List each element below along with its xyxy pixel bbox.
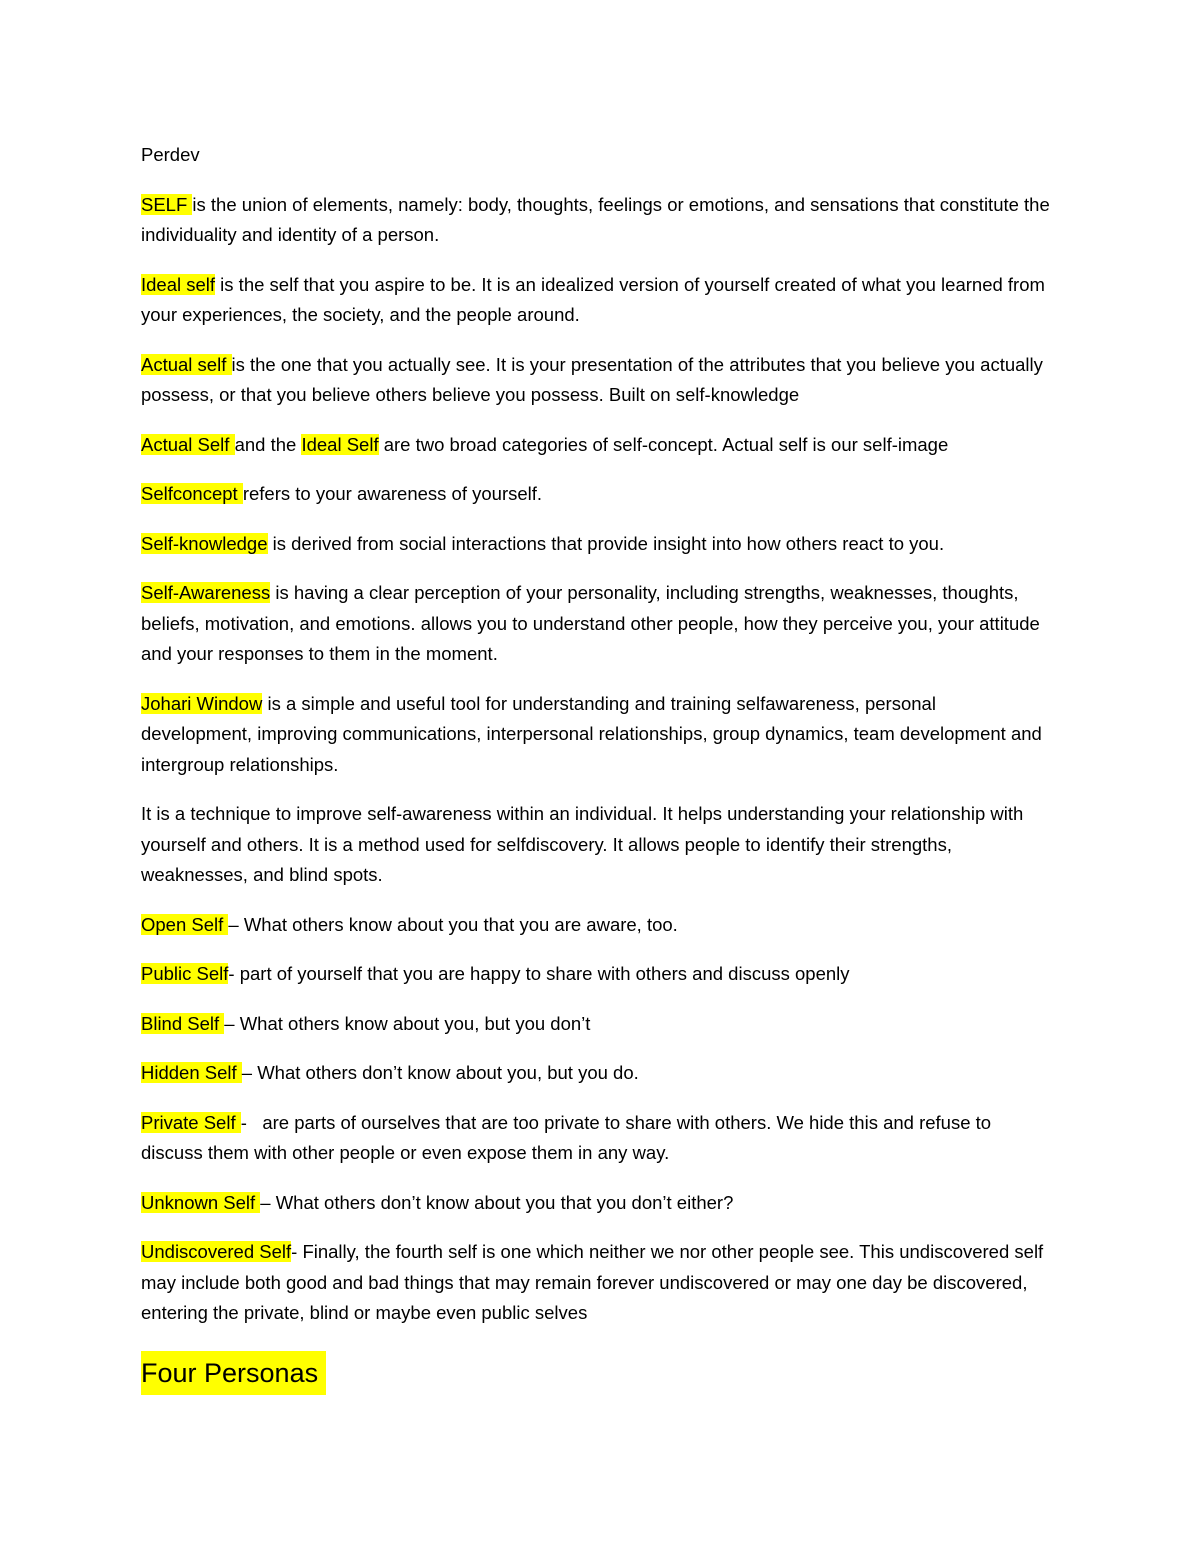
highlighted-term: Self-Awareness (141, 582, 271, 603)
paragraph-text: – What others don’t know about you, but you do. (241, 1062, 639, 1083)
highlighted-term: SELF (141, 193, 193, 215)
paragraph-text: – What others know about you that you are aware, too. (228, 913, 678, 935)
paragraph-text: is derived from social interactions that provide insight into how others react to you. (267, 532, 945, 554)
document-title: Perdev (141, 144, 200, 165)
paragraph-text: refers to your awareness of yourself. (242, 483, 543, 504)
highlighted-term: Blind Self (141, 1012, 225, 1034)
paragraph-text: is a simple and useful tool for understanding and training selfawareness, personal development, improving communications, interpersonal relationships, group dynamics, team development and intergroup relationships. (141, 692, 1042, 775)
paragraph-text-2: are two broad categories of self-concept. Actual self is our self-image (378, 433, 949, 455)
paragraph-text: - are parts of ourselves that are too private to share with others. We hide this and refuse to discuss them with other people or even expose them in any way. (141, 1111, 997, 1163)
paragraph-self-knowledge (141, 529, 1050, 560)
paragraph-text: - part of yourself that you are happy to share with others and discuss openly (228, 963, 850, 984)
highlighted-term: Undiscovered Self (141, 1241, 292, 1262)
paragraph-hidden-self (141, 1058, 1050, 1089)
highlighted-term: Ideal self (141, 273, 216, 295)
paragraph-undiscovered-self (141, 1237, 1050, 1329)
section-heading-four-personas (141, 1351, 1050, 1395)
highlighted-term: Actual self (141, 353, 232, 375)
paragraph-text: – What others don’t know about you that you don’t either? (260, 1191, 734, 1213)
highlighted-heading: Four Personas (141, 1351, 326, 1395)
paragraph-text: - Finally, the fourth self is one which neither we nor other people see. This undiscovered self may include both good and bad things that may remain forever undiscovered or may one day be discovered, entering the private, blind or maybe even public selves (141, 1241, 1044, 1323)
highlighted-term: Hidden Self (141, 1062, 242, 1083)
highlighted-term: Public Self (141, 963, 229, 984)
highlighted-term: Self-knowledge (141, 532, 268, 554)
paragraph-text: It is a technique to improve self-awareness within an individual. It helps understanding your relationship with yourself and others. It is a method used for selfdiscovery. It allows people to identify their strengths, weaknesses, and blind spots. (141, 803, 1024, 885)
paragraph-open-self (141, 910, 1050, 941)
paragraph-text: is the self that you aspire to be. It is an idealized version of yourself created of what you learned from your experiences, the society, and the people around. (141, 273, 1045, 325)
paragraph-actual-self (141, 350, 1050, 411)
paragraph-self (141, 190, 1050, 251)
paragraph-johari-window (141, 689, 1050, 781)
paragraph-text: – What others know about you, but you don’t (224, 1012, 591, 1034)
paragraph-selfconcept (141, 479, 1050, 510)
highlighted-term: Johari Window (141, 692, 263, 714)
highlighted-term: Private Self (141, 1111, 241, 1133)
highlighted-term: Unknown Self (141, 1191, 261, 1213)
paragraph-actual-ideal-categories (141, 430, 1050, 461)
highlighted-term: Selfconcept (141, 483, 243, 504)
paragraph-technique (141, 799, 1050, 891)
highlighted-term: Open Self (141, 913, 229, 935)
paragraph-private-self (141, 1108, 1050, 1169)
paragraph-unknown-self (141, 1188, 1050, 1219)
paragraph-text: is the union of elements, namely: body, thoughts, feelings or emotions, and sensations that constitute the individuality and identity of a person. (141, 193, 1050, 245)
paragraph-text: is having a clear perception of your personality, including strengths, weaknesses, thoughts, beliefs, motivation, and emotions. allows you to understand other people, how they perceive you, your attitude and your responses to them in the moment. (141, 582, 1040, 664)
paragraph-blind-self (141, 1009, 1050, 1040)
paragraph-public-self (141, 959, 1050, 990)
highlighted-term: Actual Self (141, 433, 235, 455)
paragraph-text: and the (234, 433, 302, 455)
paragraph-ideal-self (141, 270, 1050, 331)
paragraph-self-awareness (141, 578, 1050, 670)
highlighted-term-2: Ideal Self (301, 433, 379, 455)
paragraph-text: is the one that you actually see. It is your presentation of the attributes that you believe you actually possess, or that you believe others believe you possess. Built on self-knowledge (141, 353, 1043, 405)
